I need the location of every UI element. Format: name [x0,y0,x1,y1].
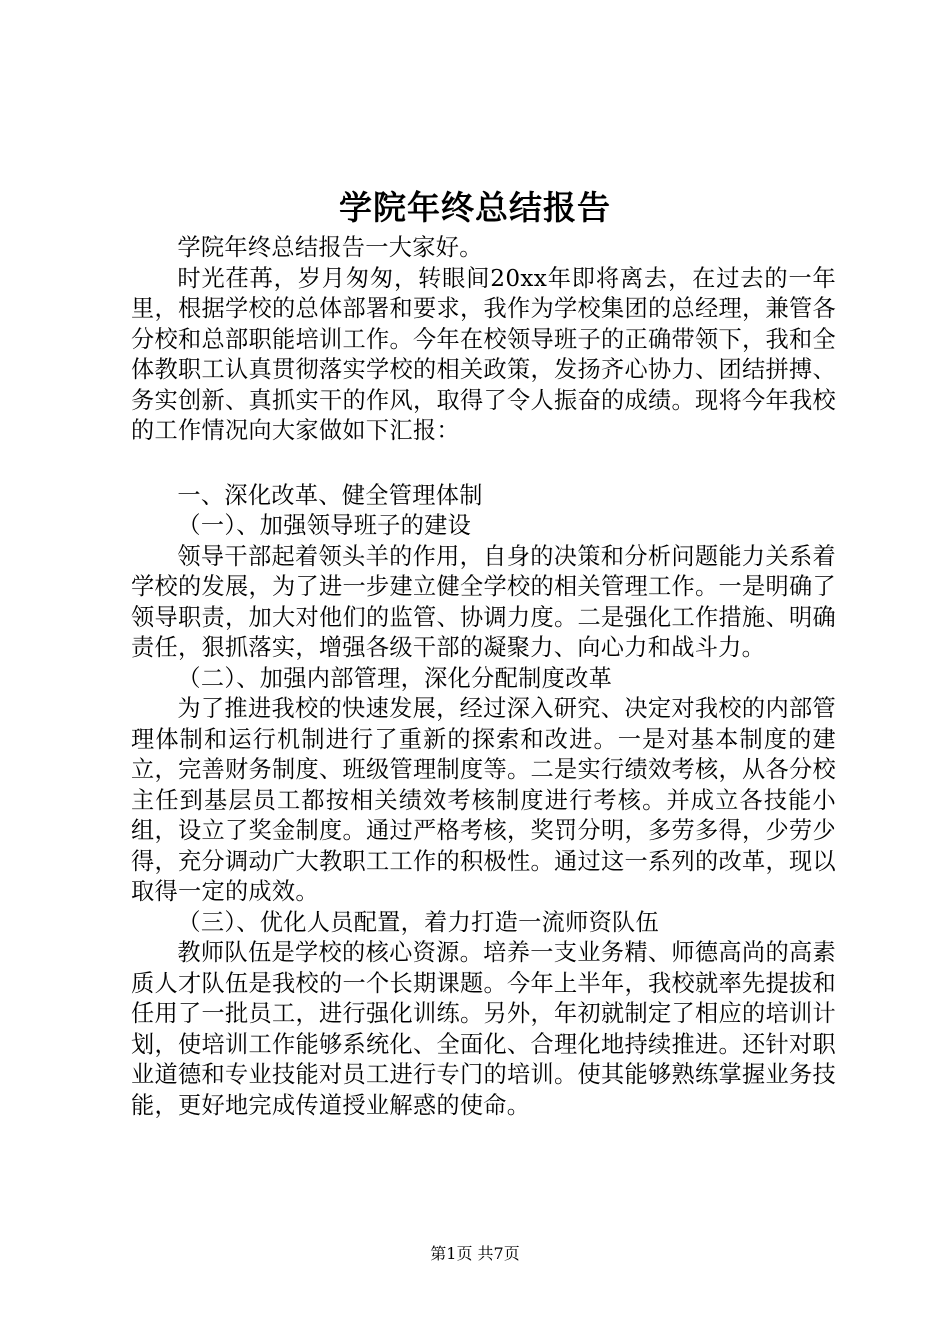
paragraph-intro: 时光荏苒，岁月匆匆，转眼间20xx年即将离去，在过去的一年里，根据学校的总体部署和要求，我作为学校集团的总经理，兼管各分校和总部职能培训工作。今年在校领导班子的正确带领下，我和全体教职工认真贯彻落实学校的相关政策，发扬齐心协力、团结拼搏、务实创新、真抓实干的作风，取得了令人振奋的成绩。现将今年我校的工作情况向大家做如下汇报： [131,264,836,444]
document-title: 学院年终总结报告 [339,188,611,227]
paragraph-internal-management: 为了推进我校的快速发展，经过深入研究、决定对我校的内部管理体制和运行机制进行了重新的探索和改进。一是对基本制度的建立，完善财务制度、班级管理制度等。二是实行绩效考核，从各分校主任到基层员工都按相关绩效考核制度进行考核。并成立各技能小组，设立了奖金制度。通过严格考核，奖罚分明，多劳多得，少劳少得，充分调动广大教职工工作的积极性。通过这一系列的改革，现以取得一定的成效。 [131,695,836,905]
paragraph-leadership: 领导干部起着领头羊的作用，自身的决策和分析问题能力关系着学校的发展，为了进一步建立健全学校的相关管理工作。一是明确了领导职责，加大对他们的监管、协调力度。二是强化工作措施、明确责任，狠抓落实，增强各级干部的凝聚力、向心力和战斗力。 [131,542,836,661]
paragraph-greeting: 学院年终总结报告一大家好。 [177,234,483,261]
paragraph-teaching-staff: 教师队伍是学校的核心资源。培养一支业务精、师德高尚的高素质人才队伍是我校的一个长期课题。今年上半年，我校就率先提拔和任用了一批员工，进行强化训练。另外，年初就制定了相应的培训计划，使培训工作能够系统化、全面化、合理化地持续推进。还针对职业道德和专业技能对员工进行专门的培训。使其能够熟练掌握业务技能，更好地完成传道授业解惑的使命。 [131,939,836,1119]
document-body [131,233,836,1121]
section-heading-1: 一、深化改革、健全管理体制 [177,481,483,509]
subsection-heading-1: （一）、加强领导班子的建设 [177,512,472,539]
subsection-heading-2: （二）、加强内部管理，深化分配制度改革 [177,664,613,692]
subsection-heading-3: （三）、优化人员配置，着力打造一流师资队伍 [177,908,660,936]
page-footer: 第1页 共7页 [430,1244,520,1263]
